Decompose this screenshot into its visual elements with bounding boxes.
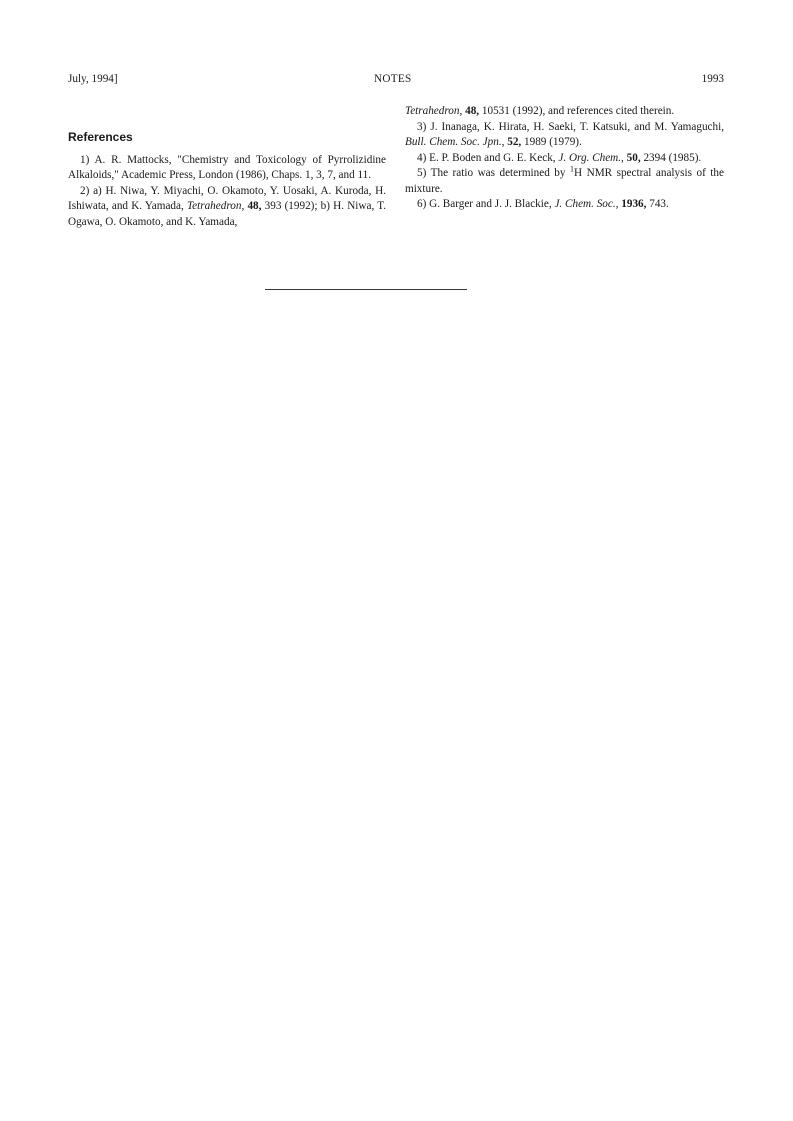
reference-2a-authors: a) H. Niwa, Y. Miyachi, O. Okamoto, Y. Uosaki, A. Kuroda, H. Ishiwata, and K. Yamada, — [68, 184, 387, 212]
reference-5-text-before: The ratio was determined by — [430, 167, 566, 179]
reference-3-journal: Bull. Chem. Soc. Jpn., — [405, 136, 505, 148]
reference-2-number: 2) — [80, 184, 90, 197]
reference-1-text: A. R. Mattocks, "Chemistry and Toxicology of Pyrrolizidine Alkaloids," Academic Press, London (1986), Chaps. 1, 3, 7, and 11. — [68, 153, 386, 181]
reference-6 — [405, 197, 724, 213]
reference-4-volume: 50, — [626, 151, 641, 164]
reference-6-authors: G. Barger and J. J. Blackie, — [429, 198, 552, 210]
reference-5 — [405, 166, 724, 197]
reference-6-volume: 1936, — [621, 198, 647, 210]
reference-2a-rest: 393 (1992); b) H. Niwa, T. Ogawa, O. Okamoto, and K. Yamada, — [68, 200, 387, 228]
page-number: 1993 — [701, 73, 724, 85]
reference-6-journal: J. Chem. Soc., — [554, 198, 619, 210]
header-section: NOTES — [374, 73, 412, 85]
header-date: July, 1994] — [68, 73, 118, 85]
reference-4 — [405, 151, 724, 167]
references-heading: References — [68, 130, 133, 144]
reference-2 — [68, 184, 386, 231]
reference-2-continued — [405, 104, 724, 120]
reference-2b-volume: 48, — [465, 105, 480, 117]
references-left-column — [68, 130, 386, 230]
reference-4-rest: 2394 (1985). — [643, 151, 702, 164]
reference-4-number: 4) — [417, 151, 427, 164]
reference-3-number: 3) — [417, 120, 427, 133]
reference-2a-journal: Tetrahedron, — [186, 200, 245, 212]
reference-1-number: 1) — [80, 153, 90, 166]
reference-4-authors: E. P. Boden and G. E. Keck, — [429, 151, 556, 164]
reference-3-rest: 1989 (1979). — [524, 136, 582, 148]
end-of-article-rule — [265, 289, 467, 290]
reference-2b-rest: 10531 (1992), and references cited therein. — [481, 105, 675, 117]
reference-4-journal: J. Org. Chem., — [558, 151, 624, 164]
reference-2b-journal: Tetrahedron, — [405, 105, 463, 117]
reference-3-authors: J. Inanaga, K. Hirata, H. Saeki, T. Katsuki, and M. Yamaguchi, — [430, 120, 724, 133]
reference-5-text-after: H NMR spectral analysis of the mixture. — [405, 167, 724, 195]
reference-6-rest: 743. — [649, 198, 669, 210]
reference-2a-volume: 48, — [247, 200, 262, 212]
reference-5-number: 5) — [417, 167, 427, 179]
references-right-column — [405, 104, 724, 213]
reference-6-number: 6) — [417, 198, 427, 210]
reference-1 — [68, 153, 386, 184]
reference-3-volume: 52, — [507, 136, 522, 148]
page-header — [68, 72, 724, 88]
reference-5-superscript: 1 — [570, 164, 575, 174]
reference-3 — [405, 120, 724, 151]
